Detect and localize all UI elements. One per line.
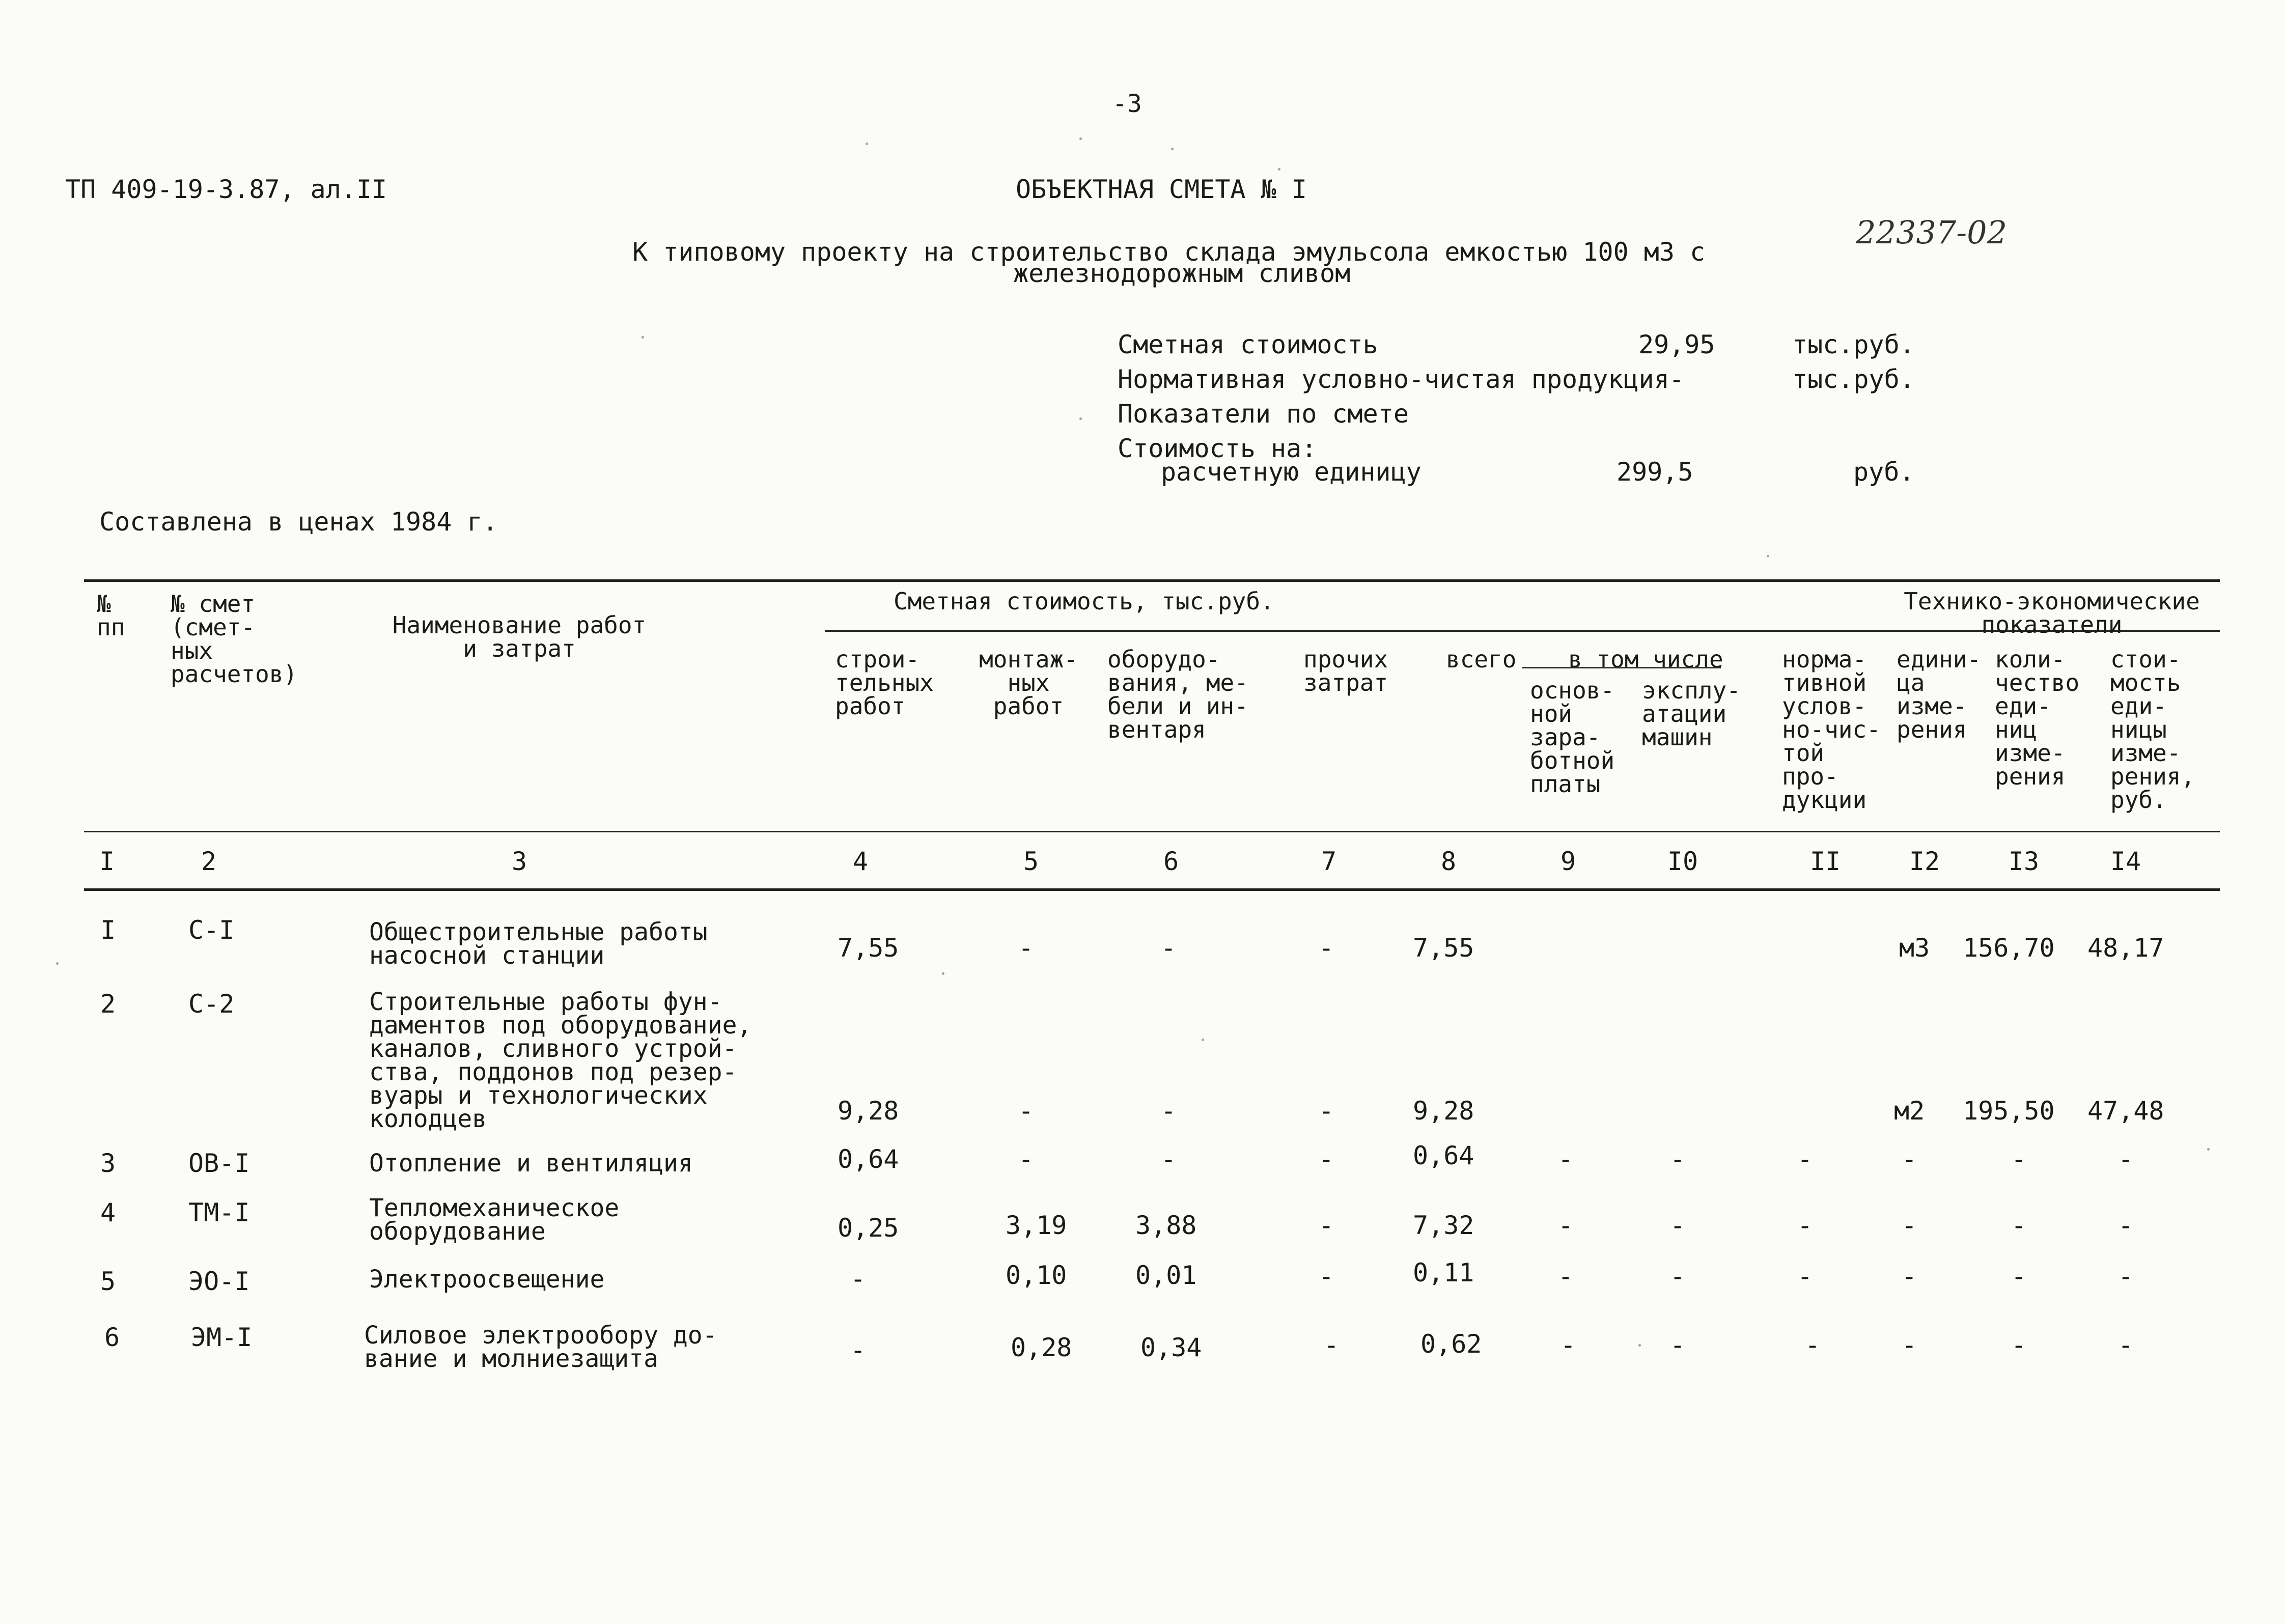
header-col8: всего	[1446, 646, 1517, 673]
row-c14: 48,17	[2087, 933, 2164, 963]
summary-label-cost: Сметная стоимость	[1118, 330, 1378, 359]
summary-label-norm: Нормативная условно-чистая продукция	[1118, 365, 1669, 394]
row-name: Общестроительные работы насосной станции	[369, 918, 708, 970]
row-c6: -	[1161, 933, 1177, 963]
row-c6: -	[1161, 1144, 1177, 1174]
row-code: ЭО-I	[188, 1267, 250, 1296]
subtitle-line-2: железнодорожным сливом	[1013, 259, 1351, 288]
row-c12: м2	[1894, 1096, 1925, 1126]
row-c13: -	[2011, 1211, 2027, 1240]
row-c12: м3	[1899, 933, 1930, 963]
row-c4: 9,28	[838, 1096, 899, 1126]
row-c10: -	[1670, 1144, 1686, 1174]
row-c8: 9,28	[1413, 1096, 1474, 1126]
row-name: Тепломеханическое оборудование	[369, 1194, 620, 1246]
row-code: С-2	[188, 989, 235, 1019]
header-bottom-rule	[84, 831, 2220, 832]
row-c4: 7,55	[838, 933, 899, 963]
row-c8: 0,11	[1413, 1258, 1474, 1287]
row-c7: -	[1324, 1330, 1340, 1360]
column-number: 5	[1023, 847, 1039, 876]
header-col10: эксплу- атации машин	[1642, 677, 1741, 751]
row-c14: -	[2118, 1262, 2134, 1291]
row-name: Силовое электрообору до- вание и молниезащита	[364, 1321, 717, 1373]
summary-unit-cost: тыс.руб.	[1792, 330, 1915, 359]
row-name: Строительные работы фун- даментов под оборудование, каналов, сливного устрой- ства, поддонов под резер- вуары и технологических колодцев	[369, 988, 752, 1133]
header-col14: стои- мость еди- ницы изме- рения, руб.	[2110, 646, 2195, 814]
column-number: 6	[1163, 847, 1179, 876]
row-c8: 0,64	[1413, 1141, 1474, 1170]
scan-speck	[56, 962, 59, 965]
scan-speck	[866, 143, 868, 145]
stamp-number: 22337-02	[1856, 214, 2008, 251]
row-c4: -	[850, 1264, 866, 1294]
row-c5: 0,10	[1006, 1261, 1067, 1290]
table-top-rule	[84, 579, 2220, 582]
row-code: ЭМ-I	[191, 1323, 253, 1352]
header-col13: коли- чество еди- ниц изме- рения	[1995, 646, 2080, 790]
row-number: 4	[100, 1198, 116, 1227]
row-number: 6	[104, 1323, 120, 1352]
column-number: 2	[201, 847, 217, 876]
row-c7: -	[1319, 1096, 1334, 1126]
subtitle-line-1: К типовому проекту на строительство склада эмульсола емкостью 100 м3 с	[632, 237, 1706, 267]
header-group-tech: Технико-экономические показатели	[1904, 590, 2200, 636]
scan-speck	[1202, 1039, 1204, 1041]
summary-label-indicators: Показатели по смете	[1118, 399, 1409, 429]
row-c5: 3,19	[1006, 1211, 1067, 1240]
header-col5: монтаж- ных работ	[979, 646, 1078, 720]
row-c12: -	[1902, 1211, 1917, 1240]
scan-speck	[1638, 1344, 1641, 1347]
row-c14: -	[2118, 1211, 2134, 1240]
row-c12: -	[1902, 1144, 1917, 1174]
header-including: в том числе	[1568, 646, 1723, 673]
summary-unit-norm: тыс.руб.	[1792, 365, 1915, 394]
header-col3: Наименование работ и затрат	[392, 611, 647, 662]
scan-speck	[642, 336, 644, 339]
header-col12: едини- ца изме- рения	[1897, 646, 1982, 743]
row-c4: 0,25	[838, 1213, 899, 1243]
row-c4: -	[850, 1335, 866, 1365]
column-number: I0	[1667, 847, 1698, 876]
row-c5: -	[1018, 1144, 1034, 1174]
row-number: I	[100, 915, 116, 945]
column-numbers-rule	[84, 888, 2220, 891]
page-title: ОБЪЕКТНАЯ СМЕТА № I	[1016, 175, 1307, 204]
row-code: ОВ-I	[188, 1149, 250, 1178]
summary-label-cost-per: Стоимость на:	[1118, 434, 1317, 463]
row-c8: 0,62	[1420, 1329, 1482, 1359]
scan-speck	[1079, 137, 1082, 140]
row-c6: 3,88	[1135, 1211, 1197, 1240]
scan-speck	[1278, 168, 1280, 171]
prices-note: Составлена в ценах 1984 г.	[99, 507, 498, 537]
row-c14: 47,48	[2087, 1096, 2164, 1126]
header-col7: прочих затрат	[1303, 646, 1388, 696]
row-code: ТМ-I	[188, 1198, 250, 1227]
summary-value-norm: -	[1669, 365, 1685, 394]
row-number: 2	[100, 989, 116, 1019]
document-code: ТП 409-19-3.87, ал.II	[65, 175, 387, 204]
row-c14: -	[2118, 1330, 2134, 1360]
row-c6: 0,34	[1140, 1333, 1202, 1362]
scan-speck	[1079, 417, 1082, 420]
header-col9: основ- ной зара- ботной платы	[1530, 677, 1615, 798]
scan-speck	[1767, 555, 1769, 557]
row-number: 3	[100, 1149, 116, 1178]
row-c6: -	[1161, 1096, 1177, 1126]
column-number: I2	[1909, 847, 1940, 876]
row-name: Отопление и вентиляция	[369, 1149, 693, 1178]
row-c11: -	[1805, 1330, 1821, 1360]
summary-value-unit-cost: 299,5	[1617, 457, 1693, 487]
header-col2: № смет (смет- ных расчетов)	[171, 590, 298, 688]
column-number: II	[1809, 847, 1841, 876]
column-number: 4	[852, 847, 869, 876]
header-col1: № пп	[97, 590, 125, 641]
row-c12: -	[1902, 1330, 1917, 1360]
page-number: -3	[1112, 90, 1142, 118]
header-col11: норма- тивной услов- но-чис- той про- дукции	[1782, 646, 1881, 814]
row-c5: 0,28	[1011, 1333, 1072, 1362]
column-number: 3	[511, 847, 527, 876]
header-group-cost: Сметная стоимость, тыс.руб.	[894, 587, 1274, 615]
scan-speck	[2207, 1148, 2210, 1151]
row-c7: -	[1319, 1211, 1334, 1240]
row-c4: 0,64	[838, 1144, 899, 1174]
scan-speck	[942, 972, 944, 975]
row-c14: -	[2118, 1144, 2134, 1174]
row-c11: -	[1797, 1144, 1813, 1174]
row-c12: -	[1902, 1262, 1917, 1291]
row-c9: -	[1558, 1262, 1574, 1291]
header-col4: строи- тельных работ	[835, 646, 934, 720]
summary-unit-unit-cost: руб.	[1853, 457, 1915, 487]
row-c8: 7,32	[1413, 1211, 1474, 1240]
column-number: 9	[1560, 847, 1576, 876]
column-number: I4	[2110, 847, 2141, 876]
row-c13: -	[2011, 1330, 2027, 1360]
row-c10: -	[1670, 1211, 1686, 1240]
row-c13: 156,70	[1963, 933, 2055, 963]
row-name: Электроосвещение	[369, 1265, 605, 1294]
row-c11: -	[1797, 1262, 1813, 1291]
row-c11: -	[1797, 1211, 1813, 1240]
header-col6: оборудо- вания, ме- бели и ин- вентаря	[1107, 646, 1248, 743]
column-number: 8	[1440, 847, 1457, 876]
column-number: I3	[2008, 847, 2040, 876]
row-c7: -	[1319, 933, 1334, 963]
row-code: С-I	[188, 915, 235, 945]
row-c10: -	[1670, 1262, 1686, 1291]
row-c5: -	[1018, 1096, 1034, 1126]
scan-speck	[1171, 148, 1174, 150]
summary-label-unit-cost: расчетную единицу	[1161, 457, 1422, 487]
row-c9: -	[1561, 1330, 1576, 1360]
row-c13: 195,50	[1963, 1096, 2055, 1126]
column-number: I	[99, 847, 115, 876]
summary-value-cost: 29,95	[1638, 330, 1715, 359]
row-c10: -	[1670, 1330, 1686, 1360]
column-number: 7	[1321, 847, 1337, 876]
row-c6: 0,01	[1135, 1261, 1197, 1290]
row-c7: -	[1319, 1262, 1334, 1291]
row-c13: -	[2011, 1262, 2027, 1291]
row-c5: -	[1018, 933, 1034, 963]
row-c9: -	[1558, 1211, 1574, 1240]
row-c8: 7,55	[1413, 933, 1474, 963]
row-c13: -	[2011, 1144, 2027, 1174]
row-c9: -	[1558, 1144, 1574, 1174]
row-c7: -	[1319, 1144, 1334, 1174]
row-number: 5	[100, 1267, 116, 1296]
